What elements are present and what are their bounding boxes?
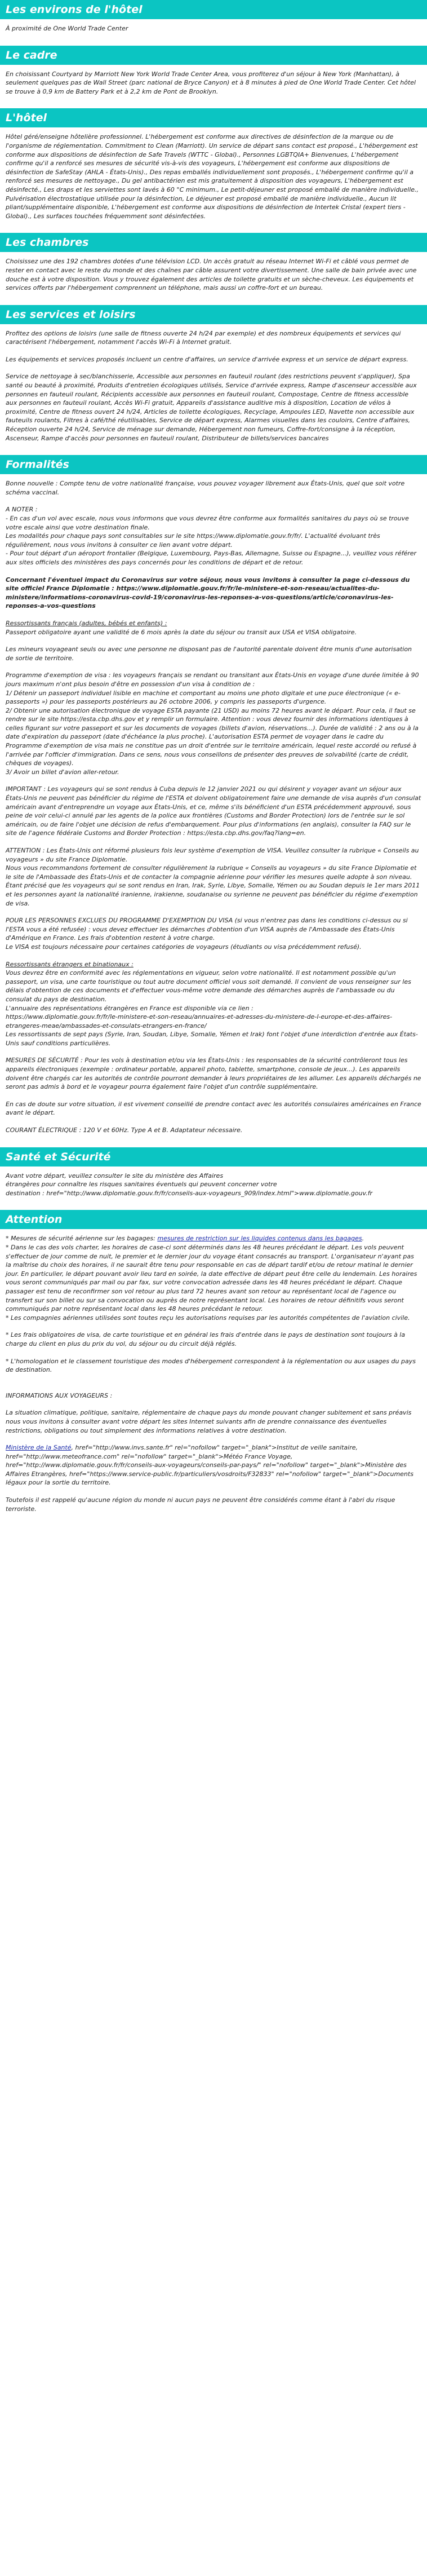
section-title: Formalités — [0, 455, 427, 474]
paragraph: Toutefois il est rappelé qu'aucune région du monde ni aucun pays ne peuvent être considérés comme étant à l'abri du risque terroriste. — [6, 1496, 395, 1513]
paragraph: En choisissant Courtyard by Marriott New York World Trade Center Area, vous profiterez d'un séjour à New York (Manhattan), à seulement quelques pas de Wall Street (parc national de Bryce Canyon) et à 8 minutes à pied de One World Trade Center. Cet hôtel se trouve à 0,9 km de Battery Park et à 2,2 km de Pont de Brooklyn. — [6, 70, 416, 95]
section-title: Les services et loisirs — [0, 305, 427, 324]
ministere-sante-link[interactable]: Ministère de la Santé — [6, 1444, 72, 1452]
subheading: Ressortissants français (adultes, bébés et enfants) : — [6, 619, 167, 627]
paragraph — [6, 1443, 421, 1487]
paragraph: destination : href="http://www.diplomatie.gouv.fr/fr/conseils-aux-voyageurs_909/index.html">www.diplomatie.gouv.fr — [6, 1189, 373, 1197]
paragraph: Bonne nouvelle : Compte tenu de votre nationalité française, vous pouvez voyager librement aux États-Unis, quel que soit votre schéma vaccinal. — [6, 480, 405, 496]
paragraph: * Les compagnies aériennes utilisées sont toutes reçu les autorisations requises par les autorités compétentes de l'aviation civile. — [6, 1314, 410, 1322]
paragraph: Nous vous recommandons fortement de consulter régulièrement la rubrique « Conseils au voyageurs » du site France Diplomatie et le site de l'Ambassade des États-Unis et de contacter la compagnie aérienne pour vérifier les mesures quelle adopte à son niveau. — [6, 864, 417, 881]
section-attention — [0, 1210, 427, 1526]
paragraph: Programme d'exemption de visa : les voyageurs français se rendant ou transitant aux États-Unis en voyage d'une durée limitée à 90 jours maximum n'ont plus besoin d'être en possession d'un visa à condition de : — [6, 671, 419, 688]
paragraph: Les équipements et services proposés incluent un centre d'affaires, un service d'arrivée express et un service de départ express. — [6, 355, 408, 363]
paragraph: 1/ Détenir un passeport individuel lisible en machine et comportant au moins une photo digitale et une puce électronique (« e-passeports ») pour les passeports postérieurs au 26 octobre 2006, y compris les passeports d'urgence. — [6, 689, 401, 706]
section-body — [0, 65, 427, 109]
paragraph: Avant votre départ, veuillez consulter le site du ministère des Affaires — [6, 1172, 224, 1179]
paragraph: ATTENTION : Les États-Unis ont réformé plusieurs fois leur système d'exemption de VISA. Veuillez consulter la rubrique « Conseils au voyageurs » du site France Diplomatie. — [6, 847, 419, 863]
paragraph: Passeport obligatoire ayant une validité de 6 mois après la date du séjour ou transit aux USA et VISA obligatoire. — [6, 628, 357, 636]
paragraph: nous vous invitons à consulter avant votre départ les sites Internet suivants afin de prendre connaissance des éventuelles restrictions, obligations ou tout simplement des informations relatives à votre destination. — [6, 1417, 387, 1434]
paragraph: Le VISA est toujours nécessaire pour certaines catégories de voyageurs (étudiants ou visa précédemment refusé). — [6, 943, 362, 951]
section-body — [0, 19, 427, 46]
section-body — [0, 1229, 427, 1526]
paragraph: INFORMATIONS AUX VOYAGEURS : — [6, 1391, 113, 1399]
section-body — [0, 474, 427, 1147]
paragraph: Choisissez une des 192 chambres dotées d'une télévision LCD. Un accès gratuit au réseau Internet Wi-Fi et câblé vous permet de rester en contact avec le reste du monde et des chaînes par câble assurent votre divertissement. Une salle de bain privée avec une douche est à votre disposition. Vous y trouvez également des articles de toilette gratuits et un sèche-cheveux. Les équipements et services offerts par l'hébergement comprennent un téléphone, mais aussi un coffre-fort et un bureau. — [6, 258, 417, 292]
paragraph: L'annuaire des représentations étrangères en France est disponible via ce lien : — [6, 1004, 253, 1012]
paragraph: * L'homologation et le classement touristique des modes d'hébergement correspondent à la réglementation ou aux usages du pays de destination. — [6, 1357, 416, 1374]
paragraph: Profitez des options de loisirs (une salle de fitness ouverte 24 h/24 par exemple) et des nombreux équipements et services qui caractérisent l'hébergement, notamment l'accès Wi-Fi à Internet gratuit. — [6, 329, 401, 346]
paragraph: 2/ Obtenir une autorisation électronique de voyage ESTA payante (21 USD) au moins 72 heures avant le départ. Pour cela, il faut se rendre sur le site https://esta.cbp.dhs.gov et y remplir un formulaire. Attention : vous devez fournir des informations identiques à celles figurant sur votre passeport et sur les documents de voyages (billets d'avion, réservations...). Durée de validité : 2 ans ou à la date d'expiration du passeport (date d'échéance la plus proche). L'autorisation ESTA permet de voyager dans le cadre du Programme d'exemption de visa mais ne constitue pas un droit d'entrée sur le territoire américain, lequel reste accordé ou refusé à l'arrivée par l'officier d'immigration. Dans ce sens, nous vous conseillons de présenter des preuves de solvabilité (carte de crédit, chèques de voyages). — [6, 706, 419, 767]
paragraph: étrangères pour connaître les risques sanitaires éventuels qui peuvent concerner votre — [6, 1181, 277, 1188]
text: , href="http://www.invs.sante.fr" rel="nofollow" target="_blank">Institut de veille sanitaire, href="http://www.meteofrance.com" rel="nofollow" target="_blank">Météo France Voyage, href="http://www.diplomatie.gouv.fr/fr/conseils-aux-voyageurs/conseils-par-pays/" rel="nofollow" target="_blank">Ministère des Affaires Etrangères, href="https://www.service-public.fr/particuliers/vosdroits/F32833" rel="nofollow" target="_blank">Documents légaux pour la sortie du territoire. — [6, 1444, 413, 1487]
paragraph: IMPORTANT : Les voyageurs qui se sont rendus à Cuba depuis le 12 janvier 2021 ou qui désirent y voyager avant un séjour aux États-Unis ne peuvent pas bénéficier du régime de l'ESTA et doivent obligatoirement faire une demande de visa auprès d'un consulat américain avant d'entreprendre un voyage aux États-Unis, et ce, même s'ils bénéficient d'un ESTA précédemment approuvé, sous peine de voir celui-ci annulé par les agents de la police aux frontières (Customs and Border Protection) lors de l'entrée sur le sol américain, ou de faire l'objet une décision de refus d'embarquement. Pour plus d'informations (en anglais), consulter la FAQ sur le site de l'agence fédérale Customs and Border Protection : https://esta.cbp.dhs.gov/faq?lang=en. — [6, 785, 421, 837]
paragraph: - En cas d'un vol avec escale, nous vous informons que vous devrez être conforme aux formalités sanitaires du pays où se trouve votre escale ainsi que votre destination finale. — [6, 515, 409, 531]
section-environs — [0, 0, 427, 46]
text: * Mesures de sécurité aérienne sur les bagages: — [6, 1235, 158, 1243]
paragraph: À proximité de One World Trade Center — [6, 25, 128, 32]
section-title: Les chambres — [0, 233, 427, 252]
section-sante — [0, 1147, 427, 1210]
paragraph: 3/ Avoir un billet d'avion aller-retour. — [6, 768, 119, 776]
section-title: Le cadre — [0, 46, 427, 65]
paragraph: * Les frais obligatoires de visa, de carte touristique et en général les frais d'entrée dans le pays de destination sont toujours à la charge du client en plus du prix du vol, du séjour ou du circuit déjà réglés. — [6, 1331, 406, 1347]
liquids-restriction-link[interactable]: mesures de restriction sur les liquides contenus dans les bagages — [157, 1235, 362, 1243]
section-title: Santé et Sécurité — [0, 1147, 427, 1167]
text: . — [362, 1235, 364, 1243]
section-body — [0, 1167, 427, 1210]
paragraph: Hôtel géré/enseigne hôtelière professionnel. L'hébergement est conforme aux directives de désinfection de la marque ou de l'organisme de réglementation. Commitment to Clean (Marriott). Un service de départ sans contact est proposé., L'hébergement est conforme aux dispositions de désinfection de Safe Travels (WTTC - Global)., Personnes LGBTQIA+ Bienvenues, L'hébergement confirme qu'il a renforcé ses mesures de sécurité vis-à-vis des voyageurs, L'hébergement est conforme aux dispositions de désinfection de SafeStay (AHLA - États-Unis)., Des repas emballés individuellement sont proposés., L'hébergement confirme qu'il a renforcé ses mesures de nettoyage., Du gel antibactérien est mis gratuitement à disposition des voyageurs, L'hébergement est désinfecté., Les draps et les serviettes sont lavés à 60 °C minimum., Le petit-déjeuner est proposé emballé de manière individuelle., Pulvérisation électrostatique utilisée pour la désinfection, Le déjeuner est proposé emballé de manière individuelle., Aucun lit pliant/supplémentaire disponible, L'hébergement est conforme aux dispositions de désinfection de Intertek Cristal (expert tiers - Global)., Les surfaces touchées fréquemment sont désinfectées. — [6, 133, 419, 220]
paragraph: POUR LES PERSONNES EXCLUES DU PROGRAMME D'EXEMPTION DU VISA (si vous n'entrez pas dans les conditions ci-dessus ou si l'ESTA vous a été refusée) : vous devez effectuer les démarches d'obtention d'un VISA auprès de l'Ambassade des États-Unis d'Amérique en France. Les frais d'obtention restent à votre charge. — [6, 917, 408, 942]
section-cadre — [0, 46, 427, 109]
section-hotel — [0, 108, 427, 233]
paragraph: https://www.diplomatie.gouv.fr/fr/le-ministere-et-son-reseau/annuaires-et-adresses-du-ministere-de-l-europe-et-des-affaires-etrangeres-meae/ambassades-et-consulats-etrangers-en-france/ — [6, 1013, 393, 1029]
paragraph — [6, 1234, 421, 1243]
section-title: Attention — [0, 1210, 427, 1229]
paragraph-bold: Concernant l'éventuel impact du Coronavirus sur votre séjour, nous vous invitons à consulter la page ci-dessous du site officiel France Diplomatie : https://www.diplomatie.gouv.fr/fr/le-ministere-et-son-reseau/actualites-du-ministere/informations-coronavirus-covid-19/coronavirus-les-reponses-a-vos-questions/article/coronavirus-les-reponses-a-vos-questions — [6, 576, 410, 610]
paragraph: Vous devrez être en conformité avec les réglementations en vigueur, selon votre nationalité. Il est notamment possible qu'un passeport, un visa, une carte touristique ou tout autre document officiel vous soit demandé. Il convient de vous renseigner sur les délais d'obtention de ces documents et d'effectuer vous-même votre demande des démarches auprès de l'ambassade ou du consulat du pays de destination. — [6, 969, 411, 1003]
paragraph: A NOTER : — [6, 506, 38, 514]
section-formalites — [0, 455, 427, 1147]
paragraph: * Dans le cas des vols charter, les horaires de case-ci sont déterminés dans les 48 heures précédant le départ. Les vols peuvent s'effectuer de jour comme de nuit, le premier et le dernier jour du voyage étant consacrés au transport. L'organisateur n'ayant pas la maîtrise du choix des horaires, il ne saurait être tenu pour responsable en cas de départ tardif et/ou de retour matinal le dernier jour. En particulier, le départ pouvant avoir lieu tard en soirée, la date effective de départ peut être celle du lendemain. Les horaires vous seront communiqués par mail ou par fax, sur votre convocation adressée dans les 48 heures précédant le départ. Chaque passager est tenu de reconfirmer son vol retour au plus tard 72 heures avant son retour au représentant local de l'agence ou transfert sur son billet ou sur sa convocation ou auprès de notre représentant local. Les horaires de retour définitifs vous seront communiqués par notre représentant local dans les 48 heures précédant le retour. — [6, 1244, 417, 1313]
paragraph: COURANT ÉLECTRIQUE : 120 V et 60Hz. Type A et B. Adaptateur nécessaire. — [6, 1126, 243, 1134]
paragraph: Les ressortissants de sept pays (Syrie, Iran, Soudan, Libye, Somalie, Yémen et Irak) font l'objet d'une interdiction d'entrée aux États-Unis sauf conditions particulières. — [6, 1031, 418, 1047]
paragraph: La situation climatique, politique, sanitaire, réglementaire de chaque pays du monde pouvant changer subitement et sans préavis — [6, 1409, 412, 1417]
paragraph: En cas de doute sur votre situation, il est vivement conseillé de prendre contact avec les autorités consulaires américaines en France avant le départ. — [6, 1100, 421, 1117]
section-body — [0, 127, 427, 233]
paragraph: - Pour tout départ d'un aéroport frontalier (Belgique, Luxembourg, Pays-Bas, Allemagne, Suisse ou Espagne...), veuillez vous référer aux sites officiels des ministères des pays concernés pour les conditions de départ et de retour. — [6, 550, 417, 566]
paragraph: Les mineurs voyageant seuls ou avec une personne ne disposant pas de l'autorité parentale doivent être munis d'une autorisation de sortie de territoire. — [6, 646, 412, 662]
section-title: L'hôtel — [0, 108, 427, 127]
paragraph: MESURES DE SÉCURITÉ : Pour les vols à destination et/ou via les États-Unis : les responsables de la sécurité contrôleront tous les appareils électroniques (exemple : ordinateur portable, appareil photo, tablette, smartphone, console de jeux...). Les appareils doivent être chargés car les autorités de contrôle pourront demander à leurs propriétaires de les allumer. Les appareils déchargés ne seront pas admis à bord et le voyageur pourra également faire l'objet d'un contrôle supplémentaire. — [6, 1057, 421, 1091]
section-title: Les environs de l'hôtel — [0, 0, 427, 19]
section-body — [0, 324, 427, 456]
section-body — [0, 252, 427, 304]
section-chambres — [0, 233, 427, 304]
paragraph: Les modalités pour chaque pays sont consultables sur le site https://www.diplomatie.gouv.fr/fr/. L'actualité évoluant très régulièrement, nous vous invitons à consulter ce lien avant votre départ. — [6, 532, 380, 549]
paragraph: Service de nettoyage à sec/blanchisserie, Accessible aux personnes en fauteuil roulant (des restrictions peuvent s'appliquer), Spa santé ou beauté à proximité, Produits d'entretien écologiques utilisés, Service d'arrivée express, Rampe d'ascenseur accessible aux personnes en fauteuil roulant, Récipients accessible aux personnes en fauteuil roulant, Compostage, Centre de fitness accessible aux personnes en fauteuil roulant, Accès Wi-Fi gratuit, Appareils d'assistance auditive mis à disposition, Location de vélos à proximité, Centre de fitness ouvert 24 h/24, Articles de toilette écologiques, Recyclage, Ampoules LED, Navette non accessible aux fauteuils roulants, Filtres à café/thé réutilisables, Service de départ express, Alarmes visuelles dans les couloirs, Centre d'affaires, Réception ouverte 24 h/24, Service de ménage sur demande, Hébergement non fumeurs, Coffre-fort/consigne à la réception, Ascenseur, Rampe d'accès pour personnes en fauteuil roulant, Distributeur de billets/services bancaires — [6, 373, 417, 442]
subheading: Ressortissants étrangers et binationaux : — [6, 960, 134, 968]
paragraph: Étant précisé que les voyageurs qui se sont rendus en Iran, Irak, Syrie, Libye, Somalie, Yémen ou au Soudan depuis le 1er mars 2011 et les personnes ayant la nationalité iranienne, irakienne, soudanaise ou syrienne ne peuvent pas bénéficier du régime d'exemption de visa. — [6, 882, 420, 907]
section-services — [0, 305, 427, 456]
